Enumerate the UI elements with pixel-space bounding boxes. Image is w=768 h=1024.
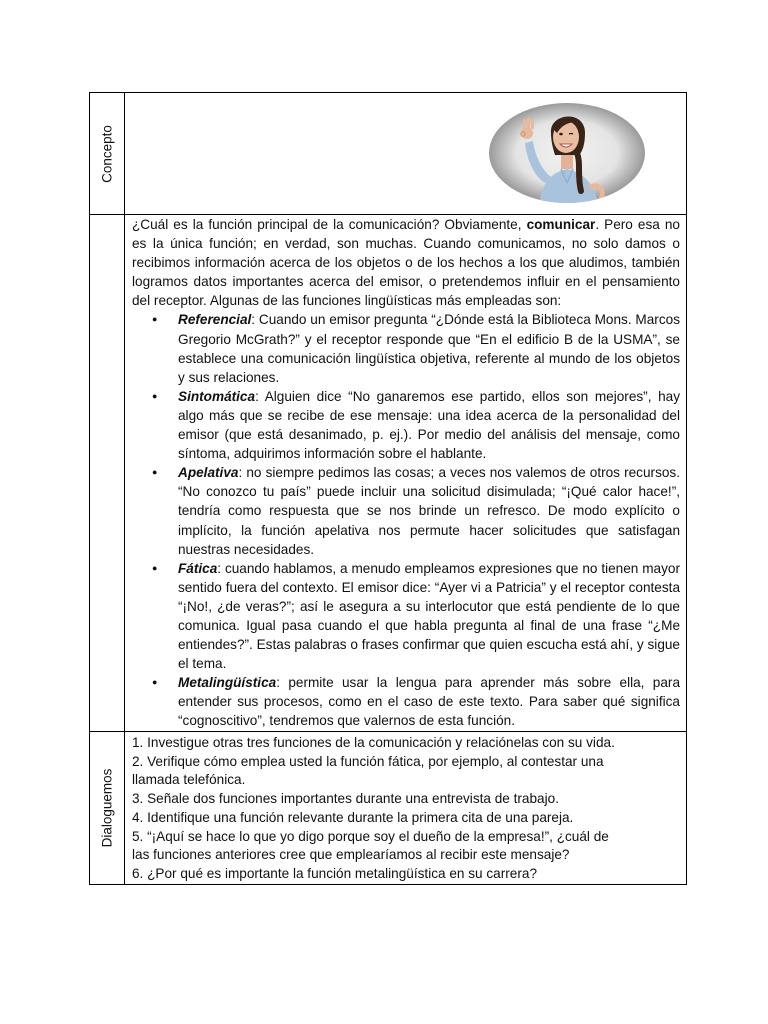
function-description: : cuando hablamos, a menudo empleamos expresiones que no tienen mayor sentido fuera del contexto. El emisor dice: “Ayer vi a Patricia” y el receptor contesta “¡No!, ¿de veras?”; así le asegura a su interlocutor que está pendiente de lo que comunica. Igual pasa cuando el que habla pregunta al final de una frase “¿Me entiendes?”. Estas palabras o frases confirmar que quien escucha está ahí, y sigue el tema. [178, 560, 680, 672]
question-line: 3. Señale dos funciones importantes durante una entrevista de trabajo. [132, 791, 559, 807]
concept-label: Concepto [99, 124, 115, 183]
photo-illustration [487, 99, 647, 207]
intro-bold-word: comunicar [526, 217, 596, 232]
question-line: 2. Verifique cómo emplea usted la función fática, por ejemplo, al contestar una [132, 753, 604, 769]
function-item-apelativa [178, 463, 680, 558]
function-description: : Alguien dice “No ganaremos ese partido, ellos son mejores”, hay algo más que se recibe de ese mensaje: una idea acerca de la personalidad del emisor (que está desanimado, p. ej.). Por medio del análisis del mensaje, como síntoma, adquirimos información sobre el hablante. [178, 388, 680, 462]
concept-row [90, 93, 687, 215]
question-line: 4. Identifique una función relevante durante la primera cita de una pareja. [132, 809, 574, 825]
function-description: : no siempre pedimos las cosas; a veces nos valemos de otros recursos. “No conozco tu país” puede incluir una solicitud disimulada; “¡Qué calor hace!”, tendría como respuesta que se nos brinde un refresco. De modo explícito o implícito, la función apelativa nos permute hacer solicitudes que satisfagan nuestras necesidades. [178, 465, 680, 557]
worksheet-table [89, 92, 687, 885]
question-line: 6. ¿Por qué es importante la función metalingüística en su carrera? [132, 865, 538, 881]
concept-content-cell [125, 93, 687, 215]
function-term: Sintomática [178, 388, 256, 404]
functions-side-cell [90, 215, 125, 732]
functions-list [132, 310, 680, 730]
dialog-label: Dialoguemos [99, 768, 115, 848]
woman-ok-gesture-photo [487, 99, 647, 207]
question-line: las funciones anteriores cree que emplearíamos al recibir este mensaje? [132, 847, 570, 863]
functions-text [125, 215, 686, 731]
intro-text-before: ¿Cuál es la función principal de la comunicación? Obviamente, [132, 217, 527, 232]
functions-row [90, 215, 687, 732]
functions-content-cell [125, 215, 687, 732]
intro-paragraph [132, 215, 680, 310]
questions-list [125, 732, 686, 884]
function-item-sintomatica [178, 387, 680, 463]
function-item-referencial [178, 310, 680, 386]
function-description: : permite usar la lengua para aprender más sobre ella, para entender sus procesos, como en el caso de este texto. Para saber qué significa “cognoscitivo”, tendremos que valernos de esta función. [178, 675, 680, 729]
function-term: Fática [178, 560, 218, 576]
dialog-content-cell [125, 732, 687, 885]
function-term: Metalingüística [178, 675, 277, 691]
dialog-row [90, 732, 687, 885]
question-line: llamada telefónica. [132, 772, 246, 788]
intro-text-after: . Pero esa no es la única función; en verdad, son muchas. Cuando comunicamos, no solo damos o recibimos información acerca de los objetos o de los hechos a los que aludimos, también logramos datos importantes acerca del emisor, o pretendemos influir en el pensamiento del receptor. Algunas de las funciones lingüísticas más empleadas son: [132, 217, 680, 309]
dialog-label-cell [90, 732, 125, 885]
function-term: Referencial [178, 312, 252, 328]
concept-label-cell [90, 93, 125, 215]
function-term: Apelativa [178, 465, 239, 481]
function-description: : Cuando un emisor pregunta “¿Dónde está la Biblioteca Mons. Marcos Gregorio McGrath?” y el receptor responde que “En el edificio B de la USMA”, se establece una comunicación lingüística objetiva, referente al mundo de los objetos y sus relaciones. [178, 312, 680, 385]
question-line: 5. “¡Aquí se hace lo que yo digo porque soy el dueño de la empresa!”, ¿cuál de [132, 828, 609, 844]
function-item-fatica [178, 559, 680, 674]
question-line: 1. Investigue otras tres funciones de la comunicación y relaciónelas con su vida. [132, 735, 615, 750]
function-item-metalinguistica [178, 673, 680, 730]
